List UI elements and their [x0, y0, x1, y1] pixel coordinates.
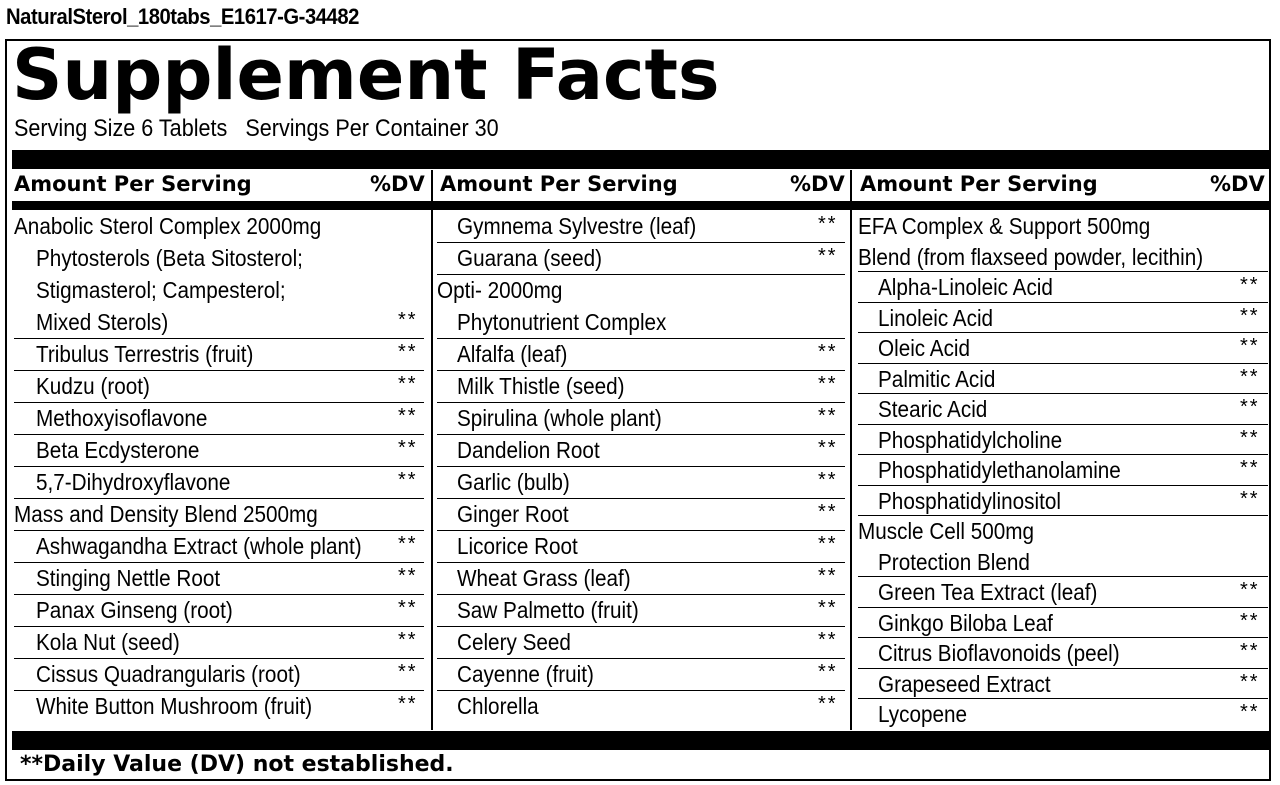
row-separator [14, 562, 424, 563]
row-separator [858, 454, 1268, 455]
dv-not-established-mark: ** [818, 373, 838, 395]
row-separator [437, 594, 845, 595]
ingredient-row-text: Citrus Bioflavonoids (peel) [878, 640, 1120, 666]
ingredient-row-text: Ginger Root [457, 501, 569, 527]
ingredient-row-text: Licorice Root [457, 533, 578, 559]
dv-not-established-mark: ** [1240, 396, 1260, 418]
row-separator [858, 515, 1268, 516]
row-separator [437, 402, 845, 403]
ingredient-row-text: Gymnema Sylvestre (leaf) [457, 213, 697, 239]
dv-not-established-mark: ** [818, 405, 838, 427]
row-separator [14, 658, 424, 659]
ingredient-row-text: Tribulus Terrestris (fruit) [36, 341, 254, 367]
ingredient-row-text: Phytonutrient Complex [457, 309, 667, 335]
ingredient-row-text: Green Tea Extract (leaf) [878, 579, 1098, 605]
ingredient-row-text: White Button Mushroom (fruit) [36, 693, 313, 719]
column-header-1 [14, 172, 424, 196]
dv-not-established-mark: ** [1240, 609, 1260, 632]
ingredient-row-text: Linoleic Acid [878, 304, 994, 331]
dv-not-established-mark: ** [398, 309, 418, 331]
row-separator [14, 594, 424, 595]
ingredient-row-text: EFA Complex & Support 500mg [858, 213, 1151, 239]
dv-not-established-mark: ** [398, 693, 418, 715]
dv-not-established-mark: ** [818, 565, 838, 587]
column-header-label: Amount Per Serving [440, 172, 678, 196]
row-separator [858, 637, 1268, 638]
footer-note: **Daily Value (DV) not established. [20, 752, 454, 777]
ingredient-row-text: Stearic Acid [878, 396, 988, 422]
dv-not-established-mark: ** [818, 533, 838, 555]
row-separator [858, 698, 1268, 699]
row-separator [437, 370, 845, 371]
serving-info: Serving Size 6 Tablets Servings Per Container 30 [14, 115, 499, 142]
ingredient-row-text: Beta Ecdysterone [36, 437, 200, 463]
dv-not-established-mark: ** [1240, 274, 1260, 296]
column-header-dv: %DV [370, 172, 425, 196]
dv-not-established-mark: ** [818, 597, 838, 619]
ingredient-row-text: Garlic (bulb) [457, 469, 570, 495]
ingredient-row-text: Alpha-Linoleic Acid [878, 274, 1053, 300]
ingredient-row-text: Milk Thistle (seed) [457, 373, 625, 399]
dv-not-established-mark: ** [818, 501, 838, 523]
ingredient-row-text: Cissus Quadrangularis (root) [36, 661, 301, 687]
header-thick-bar [12, 201, 1270, 210]
ingredient-row-text: Stigmasterol; Campesterol; [36, 277, 286, 303]
ingredient-row-text: Spirulina (whole plant) [457, 405, 662, 431]
ingredient-row-text: Dandelion Root [457, 437, 600, 463]
ingredient-row-text: Methoxyisoflavone [36, 405, 208, 431]
dv-not-established-mark: ** [818, 629, 838, 651]
column-header-2 [440, 172, 850, 196]
column-header-3 [860, 172, 1270, 196]
dv-not-established-mark: ** [1240, 304, 1260, 327]
dv-not-established-mark: ** [398, 469, 418, 491]
row-separator [437, 466, 845, 467]
ingredient-row-text: Grapeseed Extract [878, 670, 1051, 697]
column-header-label: Amount Per Serving [14, 172, 252, 196]
dv-not-established-mark: ** [398, 373, 418, 395]
dv-not-established-mark: ** [1240, 579, 1260, 601]
ingredient-row-text: Ginkgo Biloba Leaf [878, 609, 1053, 636]
ingredient-row-text: Guarana (seed) [457, 245, 602, 271]
dv-not-established-mark: ** [398, 533, 418, 555]
dv-not-established-mark: ** [1240, 640, 1260, 662]
ingredient-row-text: Kudzu (root) [36, 373, 150, 399]
row-separator [858, 668, 1268, 669]
dv-not-established-mark: ** [1240, 457, 1260, 479]
row-separator [437, 530, 845, 531]
ingredient-row-text: Chlorella [457, 693, 539, 719]
column-divider-1 [431, 170, 433, 730]
ingredient-row-text: Saw Palmetto (fruit) [457, 597, 639, 623]
panel-title: Supplement Facts [12, 34, 720, 116]
row-separator [437, 242, 845, 243]
row-separator [14, 498, 424, 499]
ingredient-row-text: Mixed Sterols) [36, 309, 169, 335]
row-separator [858, 424, 1268, 425]
dv-not-established-mark: ** [818, 693, 838, 715]
row-separator [14, 466, 424, 467]
column-header-dv: %DV [1210, 172, 1265, 196]
ingredient-row-text: Wheat Grass (leaf) [457, 565, 631, 591]
file-title: NaturalSterol_180tabs_E1617-G-34482 [6, 4, 359, 29]
row-separator [14, 690, 424, 691]
column-header-dv: %DV [790, 172, 845, 196]
ingredient-row-text: Palmitic Acid [878, 365, 996, 392]
ingredient-row-text: Phosphatidylethanolamine [878, 457, 1121, 483]
ingredient-row-text: Blend (from flaxseed powder, lecithin) [858, 243, 1204, 270]
dv-not-established-mark: ** [818, 437, 838, 459]
ingredient-row-text: Phosphatidylcholine [878, 426, 1063, 453]
row-separator [858, 271, 1268, 272]
column-divider-2 [850, 170, 852, 730]
ingredient-row-text: Mass and Density Blend 2500mg [14, 501, 318, 527]
dv-not-established-mark: ** [398, 565, 418, 587]
row-separator [437, 434, 845, 435]
dv-not-established-mark: ** [1240, 701, 1260, 723]
row-separator [437, 562, 845, 563]
row-separator [437, 274, 845, 275]
ingredient-row-text: Phosphatidylinositol [878, 487, 1061, 514]
ingredient-row-text: Kola Nut (seed) [36, 629, 180, 655]
ingredient-row-text: 5,7-Dihydroxyflavone [36, 469, 231, 495]
row-separator [858, 332, 1268, 333]
dv-not-established-mark: ** [398, 629, 418, 651]
dv-not-established-mark: ** [398, 405, 418, 427]
row-separator [858, 576, 1268, 577]
dv-not-established-mark: ** [818, 245, 838, 267]
ingredient-row-text: Ashwagandha Extract (whole plant) [36, 533, 362, 559]
dv-not-established-mark: ** [818, 341, 838, 363]
column-header-label: Amount Per Serving [860, 172, 1098, 196]
ingredient-row-text: Muscle Cell 500mg [858, 518, 1035, 544]
ingredient-row-text: Cayenne (fruit) [457, 661, 594, 687]
dv-not-established-mark: ** [818, 213, 838, 235]
ingredient-row-text: Protection Blend [878, 548, 1030, 575]
row-separator [858, 393, 1268, 394]
ingredient-row-text: Phytosterols (Beta Sitosterol; [36, 245, 303, 271]
dv-not-established-mark: ** [398, 661, 418, 683]
ingredient-row-text: Panax Ginseng (root) [36, 597, 233, 623]
row-separator [437, 338, 845, 339]
row-separator [14, 626, 424, 627]
ingredient-row-text: Celery Seed [457, 629, 571, 655]
dv-not-established-mark: ** [1240, 335, 1260, 357]
ingredient-row-text: Alfalfa (leaf) [457, 341, 568, 367]
ingredient-row-text: Opti- 2000mg [437, 277, 563, 303]
dv-not-established-mark: ** [818, 469, 838, 491]
ingredient-row-text: Lycopene [878, 701, 968, 727]
ingredient-row-text: Stinging Nettle Root [36, 565, 221, 591]
row-separator [14, 402, 424, 403]
dv-not-established-mark: ** [1240, 426, 1260, 449]
row-separator [858, 607, 1268, 608]
row-separator [14, 338, 424, 339]
row-separator [858, 302, 1268, 303]
row-separator [437, 690, 845, 691]
row-separator [437, 626, 845, 627]
row-separator [14, 530, 424, 531]
dv-not-established-mark: ** [398, 437, 418, 459]
row-separator [858, 485, 1268, 486]
dv-not-established-mark: ** [1240, 670, 1260, 693]
bottom-thick-bar [12, 731, 1270, 750]
dv-not-established-mark: ** [1240, 365, 1260, 388]
dv-not-established-mark: ** [818, 661, 838, 683]
dv-not-established-mark: ** [1240, 487, 1260, 510]
row-separator [437, 658, 845, 659]
ingredient-row-text: Oleic Acid [878, 335, 971, 361]
dv-not-established-mark: ** [398, 597, 418, 619]
dv-not-established-mark: ** [398, 341, 418, 363]
row-separator [858, 363, 1268, 364]
row-separator [437, 498, 845, 499]
top-thick-bar [12, 150, 1270, 169]
row-separator [14, 434, 424, 435]
ingredient-row-text: Anabolic Sterol Complex 2000mg [14, 213, 322, 239]
row-separator [14, 370, 424, 371]
